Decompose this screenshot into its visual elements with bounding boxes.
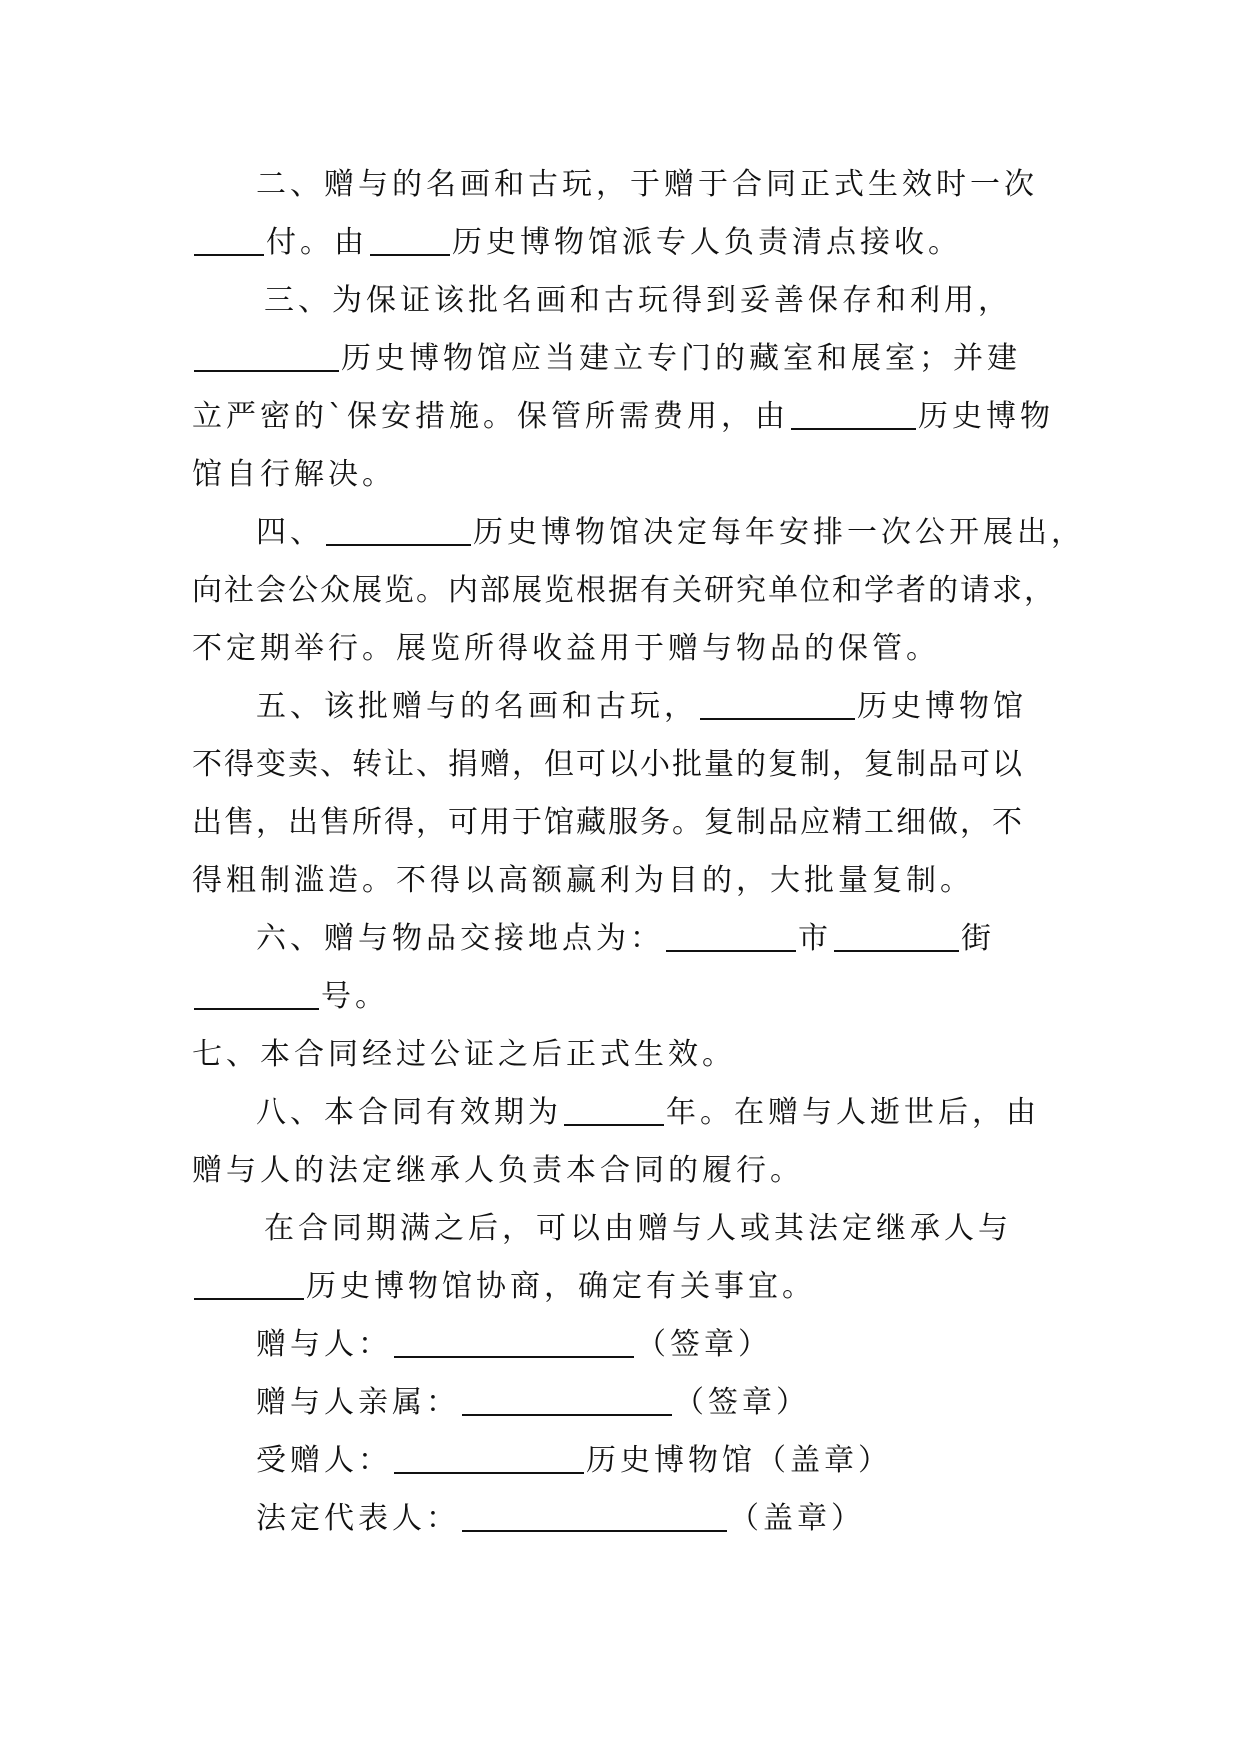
signature-blank — [394, 1442, 584, 1474]
clause-text: 三、为保证该批名画和古玩得到妥善保存和利用， — [264, 283, 1012, 318]
clause-text: 历史博物馆派专人负责清点接收。 — [452, 225, 962, 260]
clause-5-line-4 — [192, 852, 1047, 910]
clause-text: 历史博物馆协商，确定有关事宜。 — [306, 1269, 816, 1304]
clause-text: 历史博物馆决定每年安排一次公开展出， — [473, 515, 1085, 550]
signature-label: 赠与人： — [256, 1327, 392, 1362]
clause-3-line-3 — [192, 388, 1054, 446]
clause-5-line-1 — [192, 678, 1047, 736]
clause-text: 市 — [798, 921, 832, 956]
signature-legal-rep — [192, 1490, 1047, 1548]
clause-text: 五、该批赠与的名画和古玩， — [256, 689, 698, 724]
clause-text: 八、本合同有效期为 — [256, 1095, 562, 1130]
signature-suffix: （盖章） — [729, 1501, 865, 1536]
clause-text: 赠与人的法定继承人负责本合同的履行。 — [192, 1153, 804, 1188]
clause-text: 历史博物馆 — [857, 689, 1027, 724]
clause-text: 馆自行解决。 — [192, 457, 396, 492]
clause-text: 七、本合同经过公证之后正式生效。 — [192, 1037, 736, 1072]
signature-relative — [192, 1374, 1047, 1432]
blank-line — [194, 978, 319, 1010]
clause-text: 付。由 — [266, 225, 368, 260]
blank-line — [666, 920, 796, 952]
blank-line — [564, 1094, 664, 1126]
clause-2-line-2 — [192, 214, 1047, 272]
blank-line — [700, 688, 855, 720]
clause-text: 向社会公众展览。内部展览根据有关研究单位和学者的请求， — [192, 573, 1056, 608]
signature-label: 赠与人亲属： — [256, 1385, 460, 1420]
clause-4-line-3 — [192, 620, 1047, 678]
clause-3-line-2 — [192, 330, 1047, 388]
clause-text: 号。 — [321, 979, 389, 1014]
clause-2-line-1 — [192, 156, 1047, 214]
clause-4-line-2 — [192, 562, 1056, 620]
clause-5-line-2 — [192, 736, 1047, 794]
blank-line — [194, 340, 339, 372]
clause-8-line-1 — [192, 1084, 1047, 1142]
clause-3-line-4 — [192, 446, 1047, 504]
blank-line — [791, 398, 916, 430]
signature-donor — [192, 1316, 1047, 1374]
clause-text: 在合同期满之后，可以由赠与人或其法定继承人与 — [264, 1211, 1012, 1246]
blank-line — [194, 224, 264, 256]
signature-label: 法定代表人： — [256, 1501, 460, 1536]
clause-6-line-2 — [192, 968, 1047, 1026]
clause-text: 六、赠与物品交接地点为： — [256, 921, 664, 956]
clause-text: 历史博物馆应当建立专门的藏室和展室；并建 — [341, 341, 1021, 376]
blank-line — [326, 514, 471, 546]
clause-text: 立严密的`保安措施。保管所需费用，由 — [192, 399, 789, 434]
clause-5-line-3 — [192, 794, 1047, 852]
blank-line — [194, 1268, 304, 1300]
clause-9-line-1 — [192, 1200, 1047, 1258]
clause-text: 街 — [961, 921, 995, 956]
clause-4-line-1 — [192, 504, 1085, 562]
clause-7 — [192, 1026, 1047, 1084]
clause-text: 出售，出售所得，可用于馆藏服务。复制品应精工细做，不 — [192, 805, 1024, 840]
clause-9-line-2 — [192, 1258, 1047, 1316]
signature-suffix: 历史博物馆（盖章） — [586, 1443, 892, 1478]
clause-text: 历史博物 — [918, 399, 1054, 434]
blank-line — [370, 224, 450, 256]
clause-3-line-1 — [192, 272, 1047, 330]
signature-blank — [394, 1326, 634, 1358]
clause-text: 年。在赠与人逝世后，由 — [666, 1095, 1040, 1130]
signature-blank — [462, 1384, 672, 1416]
signature-blank — [462, 1500, 727, 1532]
clause-text: 不定期举行。展览所得收益用于赠与物品的保管。 — [192, 631, 940, 666]
clause-text: 不得变卖、转让、捐赠，但可以小批量的复制，复制品可以 — [192, 747, 1024, 782]
signature-label: 受赠人： — [256, 1443, 392, 1478]
clause-text: 二、赠与的名画和古玩，于赠于合同正式生效时一次 — [256, 167, 1038, 202]
clause-text: 得粗制滥造。不得以高额赢利为目的，大批量复制。 — [192, 863, 974, 898]
clause-6-line-1 — [192, 910, 1047, 968]
signature-suffix: （签章） — [674, 1385, 810, 1420]
blank-line — [834, 920, 959, 952]
clause-8-line-2 — [192, 1142, 1047, 1200]
clause-text: 四、 — [256, 515, 324, 550]
signature-recipient — [192, 1432, 1047, 1490]
contract-page — [192, 156, 1085, 1548]
signature-suffix: （签章） — [636, 1327, 772, 1362]
